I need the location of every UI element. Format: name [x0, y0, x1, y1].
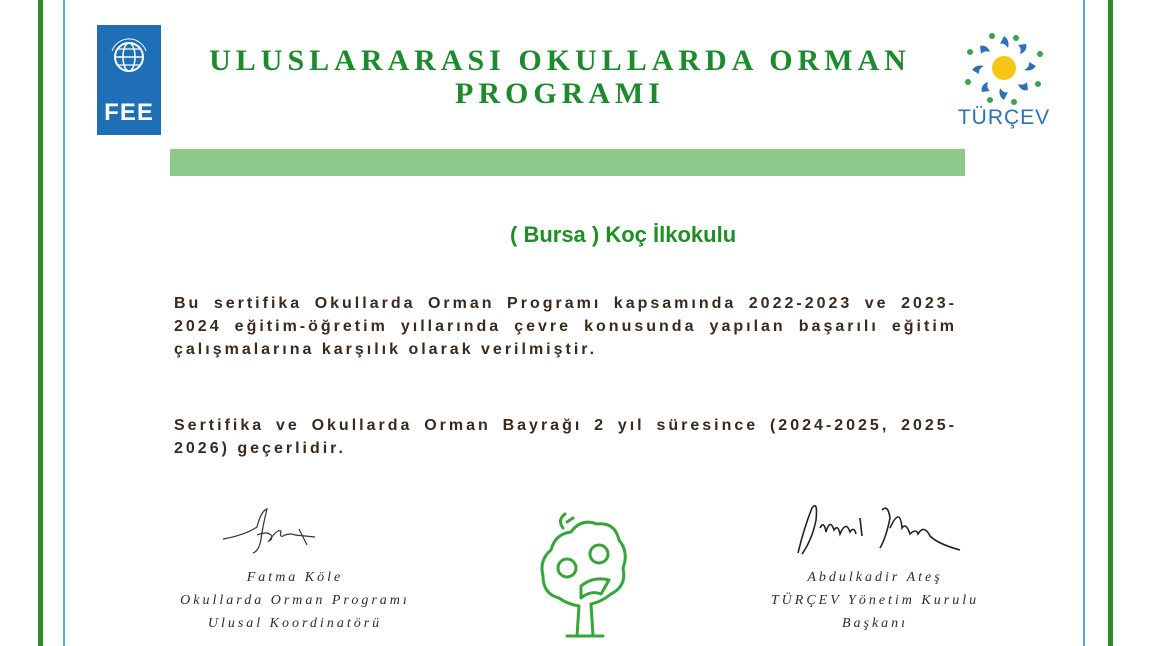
right-signatory — [700, 566, 1050, 635]
fee-logo — [97, 25, 161, 135]
border-right-blue — [1083, 0, 1085, 646]
border-left-blue — [63, 0, 65, 646]
border-left-green — [38, 0, 43, 646]
fee-logo-text: FEE — [104, 99, 154, 126]
left-signatory-name: Fatma Köle — [246, 570, 344, 585]
turcev-logo — [956, 28, 1052, 136]
left-signatory-title-1: Okullarda Orman Programı — [180, 593, 410, 608]
turcev-logo-text: TÜRÇEV — [957, 106, 1051, 129]
right-signatory-name: Abdulkadir Ateş — [807, 570, 943, 585]
certificate-title: ULUSLARARASI OKULLARDA ORMAN PROGRAMI — [209, 44, 911, 110]
globe-icon — [109, 33, 149, 79]
certificate-paragraph-1: Bu sertifika Okullarda Orman Programı kapsamında 2022-2023 ve 2023-2024 eğitim-öğretim yıllarında çevre konusunda yapılan başarılı eğitim çalışmalarına karşılık olarak verilmiştir. — [174, 295, 957, 358]
title-divider-bar — [170, 149, 965, 176]
right-signature — [790, 498, 965, 560]
sun-dolphins-icon — [956, 28, 1052, 108]
right-signatory-title-1: TÜRÇEV Yönetim Kurulu — [770, 593, 980, 608]
left-signature — [215, 505, 325, 555]
right-signatory-title-2: Başkanı — [841, 616, 909, 631]
tree-logo — [537, 510, 629, 640]
border-right-green — [1108, 0, 1113, 646]
left-signatory — [110, 566, 480, 635]
certificate-paragraph-2: Sertifika ve Okullarda Orman Bayrağı 2 yıl süresince (2024-2025, 2025-2026) geçerlidir. — [174, 417, 957, 457]
left-signatory-title-2: Ulusal Koordinatörü — [207, 616, 383, 631]
school-name: ( Bursa ) Koç İlkokulu — [510, 222, 737, 247]
